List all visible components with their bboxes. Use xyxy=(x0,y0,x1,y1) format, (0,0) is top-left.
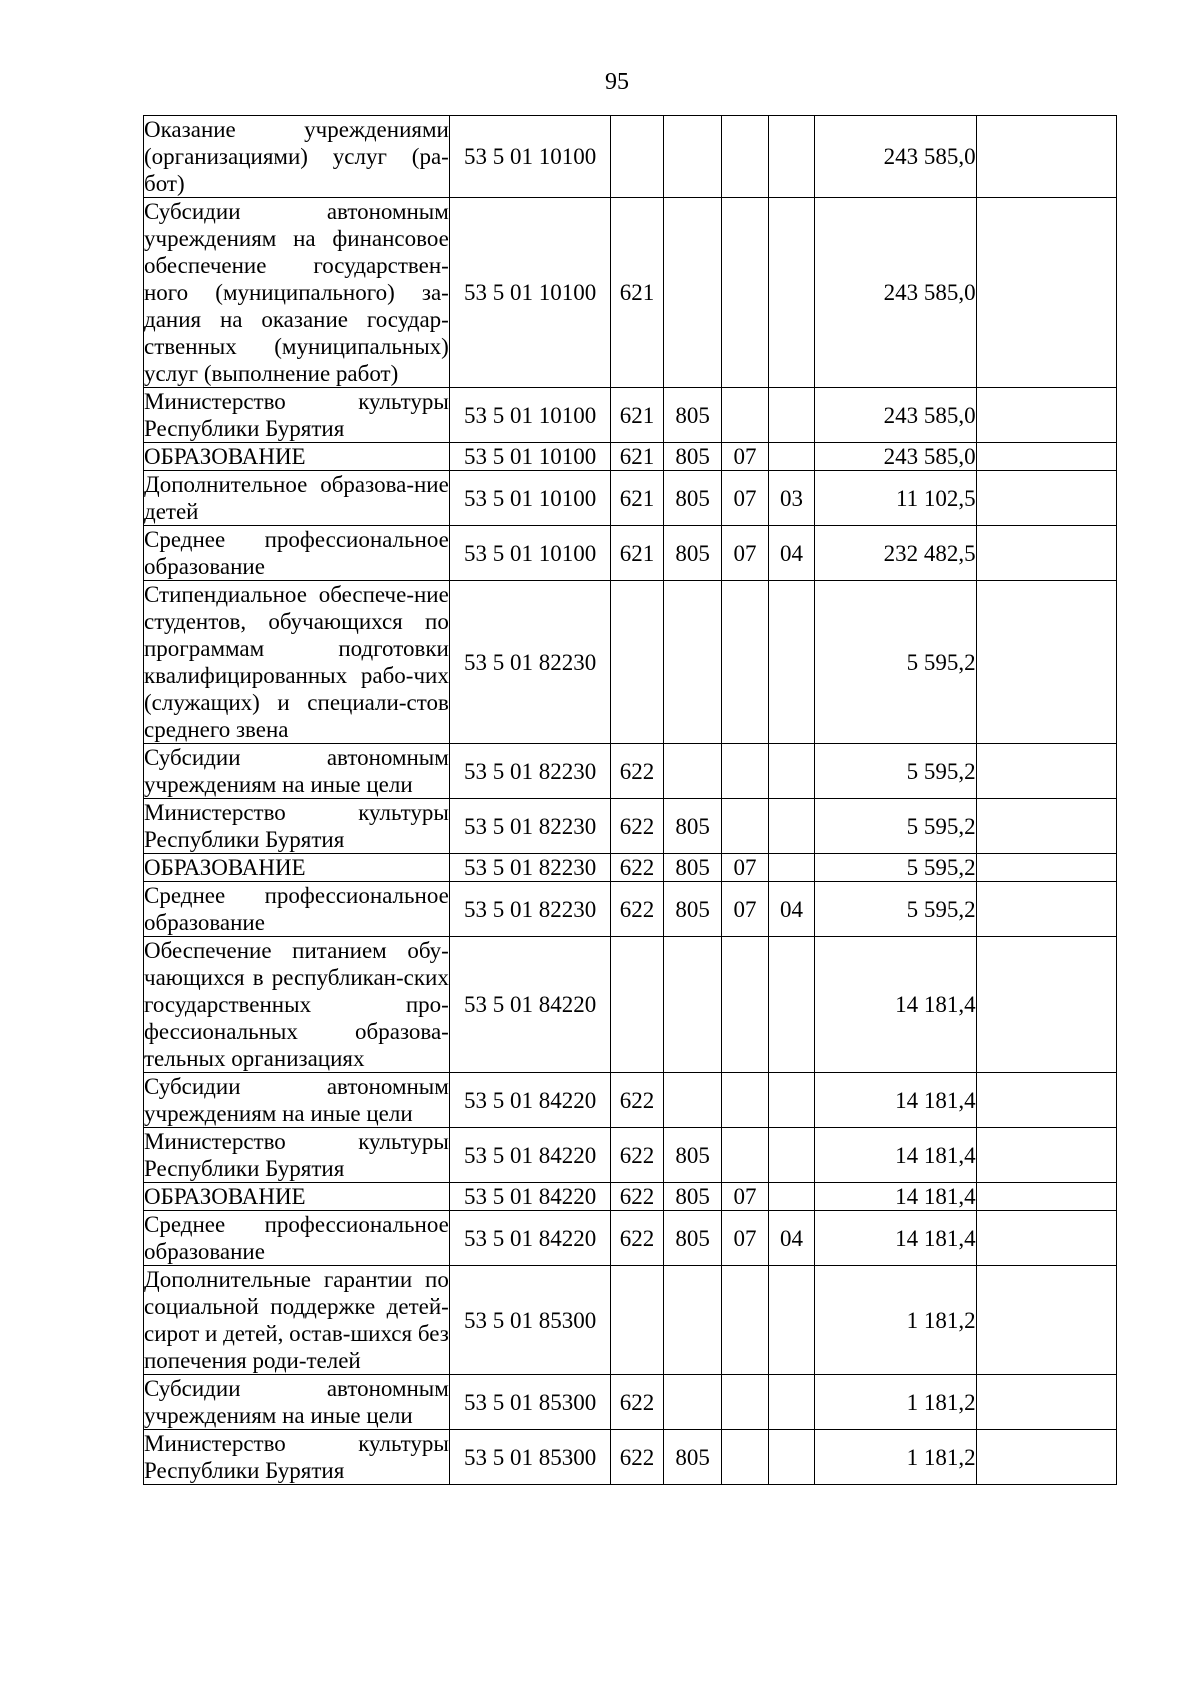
row-vr-cell: 622 xyxy=(611,1375,663,1430)
row-extra-cell xyxy=(976,581,1116,744)
row-vr-cell: 622 xyxy=(611,1211,663,1266)
row-name-cell: Министерство культуры Республики Бурятия xyxy=(144,1431,449,1483)
row-code-cell: 53 5 01 85300 xyxy=(449,1430,610,1485)
row-vr-cell: 622 xyxy=(611,854,663,882)
row-extra-cell xyxy=(976,1211,1116,1266)
row-code-cell: 53 5 01 82230 xyxy=(449,882,610,937)
row-name-cell: ОБРАЗОВАНИЕ xyxy=(144,854,450,882)
row-grbs-cell xyxy=(663,116,722,198)
row-code-cell: 53 5 01 10100 xyxy=(449,471,610,526)
row-rz-cell: 07 xyxy=(722,471,768,526)
row-pr-cell xyxy=(768,116,814,198)
row-rz-cell xyxy=(722,388,768,443)
row-amount-cell: 243 585,0 xyxy=(815,116,976,198)
row-pr-cell xyxy=(768,581,814,744)
row-code-cell: 53 5 01 10100 xyxy=(449,526,610,581)
row-pr-cell: 04 xyxy=(768,526,814,581)
row-pr-cell xyxy=(768,1183,814,1211)
row-amount-cell: 243 585,0 xyxy=(815,443,976,471)
row-rz-cell xyxy=(722,744,768,799)
row-code-cell: 53 5 01 82230 xyxy=(449,744,610,799)
table-row xyxy=(144,882,1117,937)
row-vr-cell: 621 xyxy=(611,198,663,388)
row-rz-cell xyxy=(722,1073,768,1128)
row-rz-cell xyxy=(722,116,768,198)
row-grbs-cell xyxy=(663,1375,722,1430)
row-vr-cell: 622 xyxy=(611,1430,663,1485)
row-vr-cell: 621 xyxy=(611,526,663,581)
table-row xyxy=(144,1183,1117,1211)
row-grbs-cell: 805 xyxy=(663,526,722,581)
row-pr-cell xyxy=(768,1375,814,1430)
row-code-cell: 53 5 01 82230 xyxy=(449,581,610,744)
row-extra-cell xyxy=(976,937,1116,1073)
row-name-cell: Министерство культуры Республики Бурятия xyxy=(144,800,449,852)
row-extra-cell xyxy=(976,1183,1116,1211)
row-amount-cell: 5 595,2 xyxy=(815,799,976,854)
row-code-cell: 53 5 01 10100 xyxy=(449,388,610,443)
row-amount-cell: 232 482,5 xyxy=(815,526,976,581)
row-rz-cell xyxy=(722,581,768,744)
row-pr-cell xyxy=(768,1073,814,1128)
row-grbs-cell: 805 xyxy=(663,443,722,471)
row-extra-cell xyxy=(976,1266,1116,1375)
row-rz-cell: 07 xyxy=(722,1183,768,1211)
row-rz-cell: 07 xyxy=(722,854,768,882)
row-vr-cell: 621 xyxy=(611,388,663,443)
row-name-cell: Оказание учреждениями (организациями) услуг (ра-бот) xyxy=(144,117,449,196)
table-row xyxy=(144,443,1117,471)
table-row xyxy=(144,1211,1117,1266)
table-row xyxy=(144,744,1117,799)
row-code-cell: 53 5 01 82230 xyxy=(449,799,610,854)
row-amount-cell: 11 102,5 xyxy=(815,471,976,526)
table-row xyxy=(144,799,1117,854)
row-name-cell: Субсидии автономным учреждениям на иные цели xyxy=(144,1376,449,1428)
row-extra-cell xyxy=(976,526,1116,581)
row-code-cell: 53 5 01 84220 xyxy=(449,1128,610,1183)
row-grbs-cell: 805 xyxy=(663,1183,722,1211)
row-rz-cell xyxy=(722,1266,768,1375)
row-pr-cell xyxy=(768,937,814,1073)
row-vr-cell: 621 xyxy=(611,471,663,526)
row-code-cell: 53 5 01 82230 xyxy=(449,854,610,882)
row-name-cell: Стипендиальное обеспече-ние студентов, обучающихся по программам подготовки квалифицированных рабо-чих (служащих) и специали-стов среднего звена xyxy=(144,582,449,742)
row-amount-cell: 5 595,2 xyxy=(815,882,976,937)
row-amount-cell: 14 181,4 xyxy=(815,1183,976,1211)
row-vr-cell xyxy=(611,581,663,744)
row-extra-cell xyxy=(976,1430,1116,1485)
row-name-cell: Среднее профессиональное образование xyxy=(144,883,449,935)
row-extra-cell xyxy=(976,443,1116,471)
row-amount-cell: 14 181,4 xyxy=(815,937,976,1073)
row-extra-cell xyxy=(976,116,1116,198)
row-code-cell: 53 5 01 85300 xyxy=(449,1375,610,1430)
row-amount-cell: 243 585,0 xyxy=(815,388,976,443)
row-name-cell: ОБРАЗОВАНИЕ xyxy=(144,1183,450,1211)
row-vr-cell: 622 xyxy=(611,882,663,937)
row-extra-cell xyxy=(976,471,1116,526)
row-name-cell: Субсидии автономным учреждениям на иные цели xyxy=(144,745,449,797)
row-grbs-cell xyxy=(663,1266,722,1375)
row-pr-cell: 04 xyxy=(768,1211,814,1266)
row-code-cell: 53 5 01 10100 xyxy=(449,116,610,198)
row-pr-cell xyxy=(768,744,814,799)
row-name-cell: Обеспечение питанием обу-чающихся в республикан-ских государственных про-фессиональных образова-тельных организациях xyxy=(144,938,449,1071)
row-grbs-cell: 805 xyxy=(663,854,722,882)
row-vr-cell: 621 xyxy=(611,443,663,471)
row-pr-cell xyxy=(768,198,814,388)
table-row xyxy=(144,581,1117,744)
row-grbs-cell xyxy=(663,1073,722,1128)
row-amount-cell: 14 181,4 xyxy=(815,1073,976,1128)
row-extra-cell xyxy=(976,1128,1116,1183)
row-name-cell: Дополнительные гарантии по социальной поддержке детей-сирот и детей, остав-шихся без попечения роди-телей xyxy=(144,1267,449,1373)
table-row xyxy=(144,1073,1117,1128)
table-row xyxy=(144,471,1117,526)
table-row xyxy=(144,388,1117,443)
row-grbs-cell: 805 xyxy=(663,1128,722,1183)
row-code-cell: 53 5 01 84220 xyxy=(449,937,610,1073)
row-vr-cell xyxy=(611,1266,663,1375)
row-rz-cell: 07 xyxy=(722,1211,768,1266)
row-pr-cell: 04 xyxy=(768,882,814,937)
row-code-cell: 53 5 01 84220 xyxy=(449,1073,610,1128)
row-name-cell: Среднее профессиональное образование xyxy=(144,527,449,579)
row-name-cell: Среднее профессиональное образование xyxy=(144,1212,449,1264)
row-name-cell: Субсидии автономным учреждениям на финансовое обеспечение государствен-ного (муниципального) за-дания на оказание государ-ственных (муниципальных) услуг (выполнение работ) xyxy=(144,199,449,386)
row-pr-cell xyxy=(768,388,814,443)
row-grbs-cell xyxy=(663,744,722,799)
table-row xyxy=(144,1430,1117,1485)
row-grbs-cell: 805 xyxy=(663,882,722,937)
row-extra-cell xyxy=(976,799,1116,854)
row-pr-cell xyxy=(768,1430,814,1485)
row-rz-cell: 07 xyxy=(722,443,768,471)
row-code-cell: 53 5 01 10100 xyxy=(449,198,610,388)
row-grbs-cell xyxy=(663,198,722,388)
row-code-cell: 53 5 01 84220 xyxy=(449,1211,610,1266)
row-code-cell: 53 5 01 84220 xyxy=(449,1183,610,1211)
row-extra-cell xyxy=(976,882,1116,937)
row-amount-cell: 5 595,2 xyxy=(815,854,976,882)
table-row xyxy=(144,1128,1117,1183)
row-rz-cell xyxy=(722,937,768,1073)
row-grbs-cell: 805 xyxy=(663,388,722,443)
row-vr-cell xyxy=(611,937,663,1073)
row-name-cell: Министерство культуры Республики Бурятия xyxy=(144,1129,449,1181)
row-pr-cell xyxy=(768,443,814,471)
row-extra-cell xyxy=(976,388,1116,443)
row-rz-cell xyxy=(722,1430,768,1485)
row-grbs-cell: 805 xyxy=(663,799,722,854)
table-row xyxy=(144,526,1117,581)
table-body xyxy=(144,116,1117,1485)
row-pr-cell: 03 xyxy=(768,471,814,526)
row-vr-cell: 622 xyxy=(611,1128,663,1183)
row-vr-cell: 622 xyxy=(611,799,663,854)
page-number: 95 xyxy=(605,69,629,95)
row-vr-cell: 622 xyxy=(611,1183,663,1211)
row-grbs-cell xyxy=(663,937,722,1073)
row-name-cell: Субсидии автономным учреждениям на иные цели xyxy=(144,1074,449,1126)
row-rz-cell: 07 xyxy=(722,526,768,581)
table-row xyxy=(144,854,1117,882)
row-pr-cell xyxy=(768,1266,814,1375)
table-row xyxy=(144,937,1117,1073)
row-rz-cell xyxy=(722,1128,768,1183)
row-extra-cell xyxy=(976,1375,1116,1430)
row-pr-cell xyxy=(768,1128,814,1183)
row-rz-cell xyxy=(722,1375,768,1430)
row-amount-cell: 1 181,2 xyxy=(815,1266,976,1375)
row-rz-cell xyxy=(722,198,768,388)
row-vr-cell: 622 xyxy=(611,744,663,799)
row-amount-cell: 5 595,2 xyxy=(815,744,976,799)
row-name-cell: Дополнительное образова-ние детей xyxy=(144,472,449,524)
row-code-cell: 53 5 01 10100 xyxy=(449,443,610,471)
row-code-cell: 53 5 01 85300 xyxy=(449,1266,610,1375)
row-name-cell: ОБРАЗОВАНИЕ xyxy=(144,443,450,471)
table-row xyxy=(144,198,1117,388)
table-row xyxy=(144,116,1117,198)
row-pr-cell xyxy=(768,799,814,854)
row-amount-cell: 243 585,0 xyxy=(815,198,976,388)
row-amount-cell: 5 595,2 xyxy=(815,581,976,744)
row-amount-cell: 14 181,4 xyxy=(815,1211,976,1266)
row-vr-cell: 622 xyxy=(611,1073,663,1128)
row-extra-cell xyxy=(976,1073,1116,1128)
budget-table xyxy=(143,115,1117,1485)
table-row xyxy=(144,1375,1117,1430)
row-rz-cell: 07 xyxy=(722,882,768,937)
row-amount-cell: 1 181,2 xyxy=(815,1375,976,1430)
row-grbs-cell xyxy=(663,581,722,744)
row-rz-cell xyxy=(722,799,768,854)
row-grbs-cell: 805 xyxy=(663,1211,722,1266)
row-extra-cell xyxy=(976,198,1116,388)
row-grbs-cell: 805 xyxy=(663,1430,722,1485)
table-row xyxy=(144,1266,1117,1375)
row-amount-cell: 14 181,4 xyxy=(815,1128,976,1183)
row-amount-cell: 1 181,2 xyxy=(815,1430,976,1485)
row-vr-cell xyxy=(611,116,663,198)
row-name-cell: Министерство культуры Республики Бурятия xyxy=(144,389,449,441)
row-extra-cell xyxy=(976,744,1116,799)
row-grbs-cell: 805 xyxy=(663,471,722,526)
row-extra-cell xyxy=(976,854,1116,882)
row-pr-cell xyxy=(768,854,814,882)
